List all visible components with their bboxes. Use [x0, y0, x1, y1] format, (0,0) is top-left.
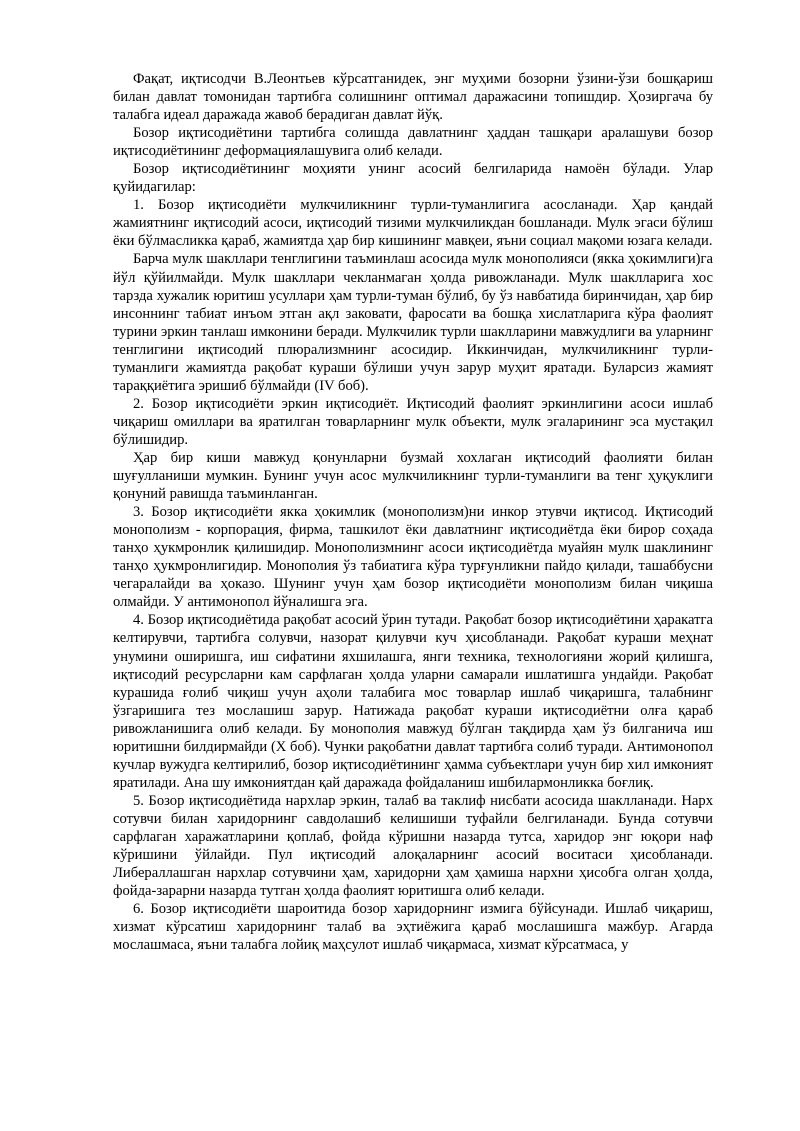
paragraph-free-activity: Ҳар бир киши мавжуд қонунларни бузмай хохлаган иқтисодий фаолияти билан шуғулланиши мумкин. Бунинг учун асос мулкчиликнинг турли-туманлиги ва тенг ҳуқуклиги қонуний равишда таъминланган. — [113, 449, 713, 503]
paragraph-point-5: 5. Бозор иқтисодиётида нархлар эркин, талаб ва таклиф нисбати асосида шаклланади. Нарх сотувчи билан харидорнинг савдолашиб келишиши туфайли белгиланади. Бунда сотувчи сарфлаган харажатларини қоплаб, фойда кўришни назарда тутса, харидор энг юқори наф кўришини ўйлайди. Пул иқтисодий алоқаларнинг асосий воситаси ҳисобланади. Либераллашган нархлар сотувчини ҳам, харидорни ҳам ҳамиша нархни ҳисобга олган ҳолда, фойда-зарарни назарда тутган ҳолда фаолият юритишга олиб келади. — [113, 792, 713, 900]
paragraph-point-6: 6. Бозор иқтисодиёти шароитида бозор харидорнинг измига бўйсунади. Ишлаб чиқариш, хизмат кўрсатиш харидорнинг талаб ва эҳтиёжига қараб мослашишга мажбур. Агарда мослашмаса, яъни талабга лойиқ маҳсулот ишлаб чиқармаса, хизмат кўрсатмаса, у — [113, 901, 713, 954]
document-page — [113, 70, 713, 954]
paragraph-essence-intro: Бозор иқтисодиётининг моҳияти унинг асосий белгиларида намоён бўлади. Улар қуйидагилар: — [113, 161, 713, 196]
paragraph-state-intervention: Бозор иқтисодиётини тартибга солишда давлатнинг ҳаддан ташқари аралашуви бозор иқтисодиётининг деформациялашувига олиб келади. — [113, 125, 713, 160]
paragraph-ownership-forms: Барча мулк шакллари тенглигини таъминлаш асосида мулк монополияси (якка ҳокимлиги)га йўл қўйилмайди. Мулк шакллари чекланмаган ҳолда ривожланади. Мулк шаклларига хос тарзда хужалик юритиш усуллари ҳам турли-туман бўлиб, бу ўз навбатида биринчидан, ҳар бир инсоннинг табиат инъом этган ақл заковати, фаросати ва бошқа хислатларига кўра фаолият турини эркин танлаш имконини беради. Мулкчилик турли шаклларини мавжудлиги ва уларнинг тенглигини иқтисодий плюрализмнинг асосидир. Иккинчидан, мулкчиликнинг турли-туманлиги жамиятда рақобат кураши бўлиши учун зарур муҳит яратади. Буларсиз жамият тараққиётига эришиб бўлмайди (IV боб). — [113, 251, 713, 394]
paragraph-leontiev: Фақат, иқтисодчи В.Леонтьев кўрсатганидек, энг муҳими бозорни ўзини-ўзи бошқариш билан давлат томонидан тартибга солишнинг оптимал даражасини топишдир. Ҳозиргача бу талабга идеал даражада жавоб берадиган давлат йўқ. — [113, 71, 713, 124]
paragraph-point-2: 2. Бозор иқтисодиёти эркин иқтисодиёт. Иқтисодий фаолият эркинлигини асоси ишлаб чиқариш омиллари ва яратилган товарларнинг мулк объекти, мулк эгаларининг эса мустақил бўлишидир. — [113, 395, 713, 448]
paragraph-point-4: 4. Бозор иқтисодиётида рақобат асосий ўрин тутади. Рақобат бозор иқтисодиётини ҳаракатга келтирувчи, тартибга солувчи, назорат қилувчи куч ҳисобланади. Рақобат кураши меҳнат унумини оширишга, иш сифатини яхшилашга, янги техника, технологияни жорий қилишга, иқтисодий ресурсларни кам сарфлаган ҳолда уларни самарали ишлатишга ундайди. Рақобат курашида ғолиб чиқиш учун аҳоли талабига мос товарлар ишлаб чиқаришга, талабнинг ўзгаришига тез мослашиш зарур. Натижада рақобат кураши иқтисодиётни олға қараб ривожланишига олиб келади. Бу монополия мавжуд бўлган тақдирда ҳам ўз билганича иш юритишни билдирмайди (X боб). Чунки рақобатни давлат тартибга солиб туради. Антимонопол кучлар вужудга келтирилиб, бозор иқтисодиётининг ҳамма субъектлари учун бир хил имконият яратилади. Ана шу имкониятдан қай даражада фойдаланиш ишбилармонликка боғлиқ. — [113, 612, 713, 791]
paragraph-point-3: 3. Бозор иқтисодиёти якка ҳокимлик (монополизм)ни инкор этувчи иқтисод. Иқтисодий монополизм - корпорация, фирма, ташкилот ёки давлатнинг иқтисодиётда ёки бирор соҳада танҳо ҳукмронлик қилишидир. Монополизмнинг асоси иқтисодиётда муайян мулк шаклининг танҳо ҳукмронлигидир. Монополия ўз табиатига кўра турғунликни пайдо қилади, ташаббусни чегаралайди ва ҳоказо. Шунинг учун ҳам бозор иқтисодиёти монополизм билан чиқиша олмайди. У антимонопол йўналишга эга. — [113, 504, 713, 611]
paragraph-point-1: 1. Бозор иқтисодиёти мулкчиликнинг турли-туманлигига асосланади. Ҳар қандай жамиятнинг иқтисодий асоси, иқтисодий тизими мулкчиликдан бошланади. Мулк эгаси бўлиш ёки бўлмасликка қараб, жамиятда ҳар бир кишининг мавқеи, яъни социал мақоми юзага келади. — [113, 197, 713, 250]
